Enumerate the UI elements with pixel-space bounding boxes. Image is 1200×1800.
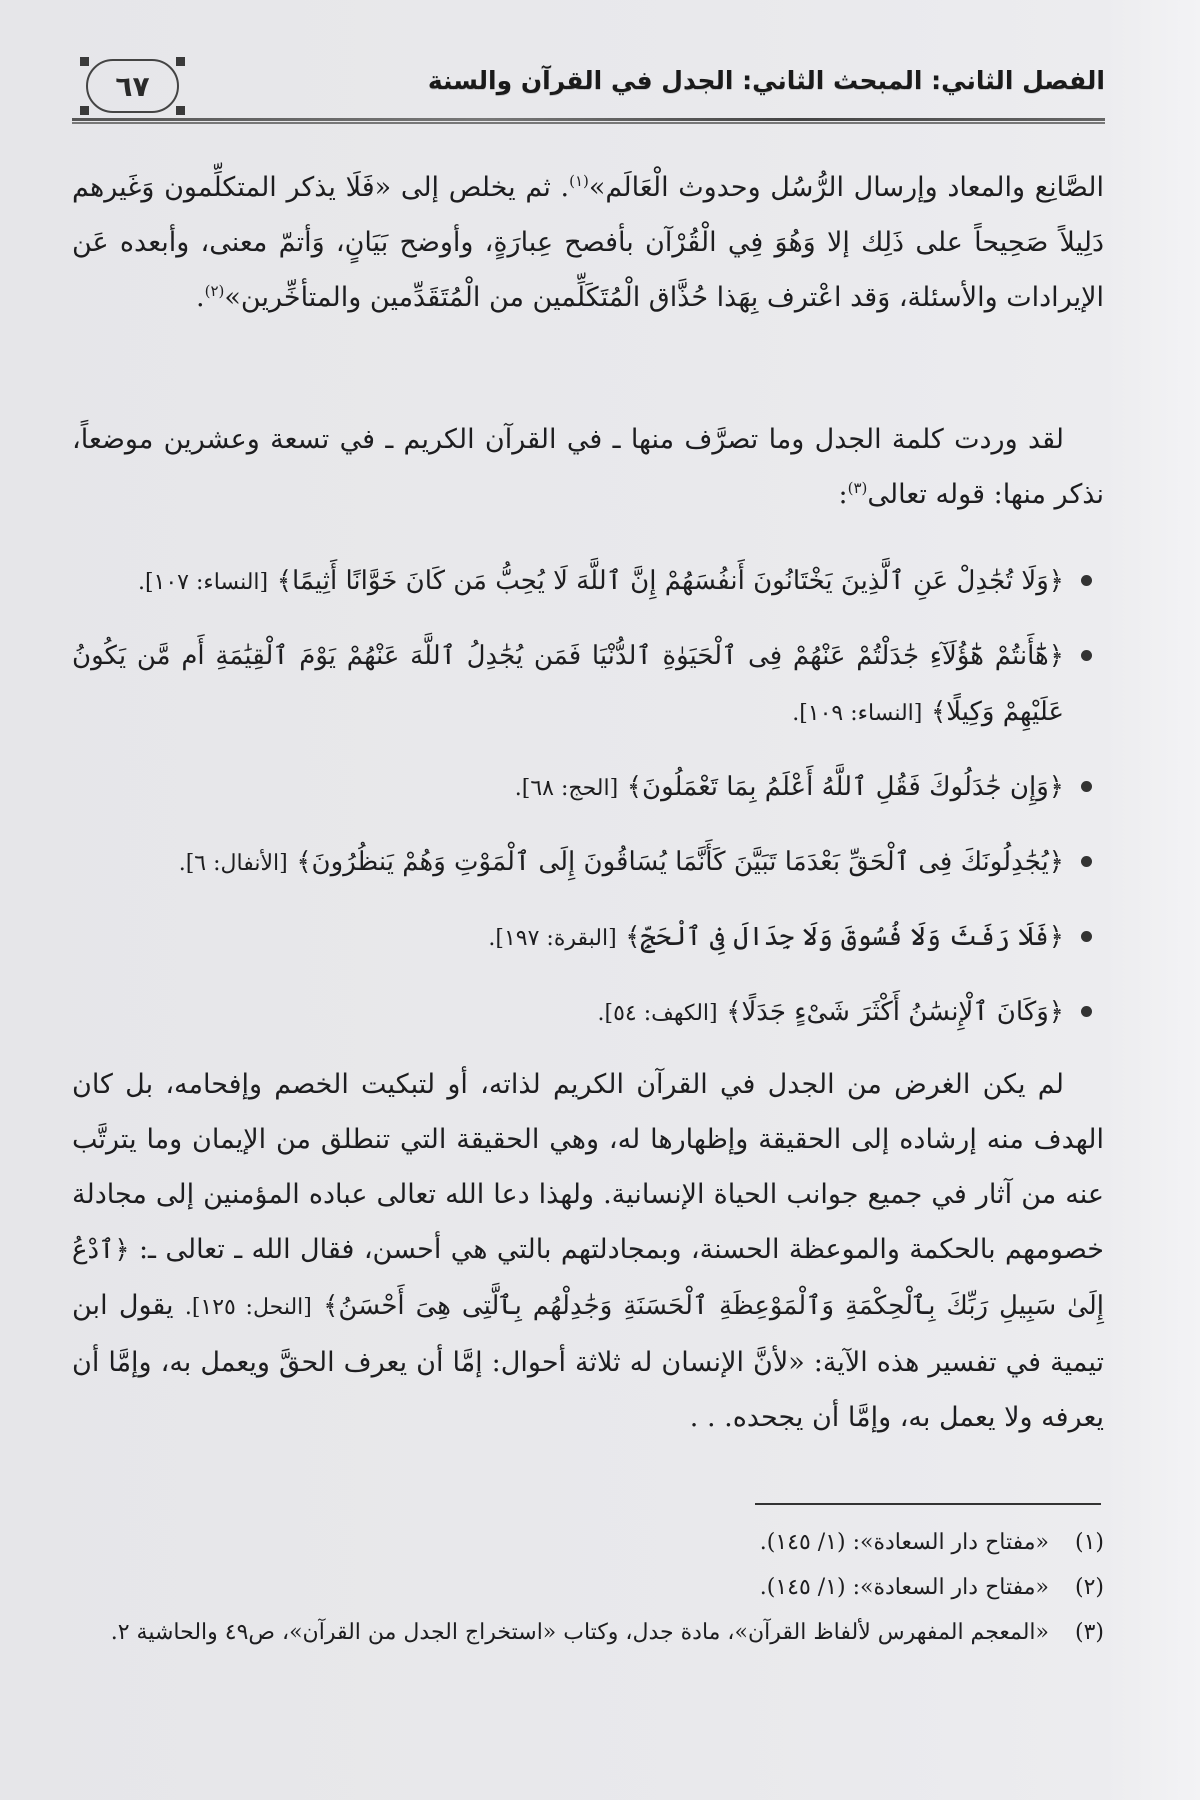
quran-verse: ﴿وَلَا تُجَٰدِلْ عَنِ ٱلَّذِينَ يَخْتَانُونَ أَنفُسَهُمْ إِنَّ ٱللَّهَ لَا يُحِبُّ مَن كَانَ خَوَّانًا أَثِيمًا﴾	[276, 566, 1064, 596]
header-divider	[72, 118, 1105, 124]
footnote-text: «مفتاح دار السعادة»: (١/ ١٤٥).	[759, 1575, 1049, 1600]
quran-verse: ﴿ٱدْعُ إِلَىٰ سَبِيلِ رَبِّكَ بِٱلْحِكْمَةِ وَٱلْمَوْعِظَةِ ٱلْحَسَنَةِ وَجَٰدِلْهُم بِٱلَّتِى هِىَ أَحْسَنُ﴾	[72, 1235, 1104, 1321]
paragraph-text: لم يكن الغرض من الجدل في القرآن الكريم لذاته، أو لتبكيت الخصم وإفحامه، بل كان الهدف منه إرشاده إلى الحقيقة وإظهارها له، وهي الحقيقة التي تنطلق من الإيمان وما يترتَّب عنه من آثار في جميع جوانب الحياة الإنسانية. ولهذا دعا الله تعالى عباده المؤمنين إلى مجادلة خصومهم بالحكمة والموعظة الحسنة، وبمجادلتهم بالتي هي أحسن، فقال الله ـ تعالى ـ:	[72, 1069, 1104, 1265]
footnote-text: «المعجم المفهرس لألفاظ القرآن»، مادة جدل، وكتاب «استخراج الجدل من القرآن»، ص٤٩ والحاشية ٢.	[110, 1620, 1049, 1645]
verse-reference: [النساء: ١٠٩].	[792, 701, 923, 726]
footnote-ref-3[interactable]: (٣)	[847, 479, 868, 497]
paragraph-1: الصَّانِع والمعاد وإرسال الرُّسُل وحدوث الْعَالَم»$^{(١)}$. ثم يخلص إلى «فَلَا يذكر المتكلِّمون وَغَيرهم دَلِيلاً صَحِيحاً على ذَلِك إلا وَهُوَ فِي الْقُرْآن بأفصح عِبارَةٍ، وأوضح بَيَانٍ، وَأتمّ معنى، وأبعده عَن الإيرادات والأسئلة، وَقد اعْترف بِهَذا حُذَّاق الْمُتَكَلِّمين من الْمُتَقَدِّمين والمتأخِّرين»$^{(٢)}$.	[72, 172, 1104, 313]
verse-item	[72, 834, 1104, 891]
paragraph-2: لقد وردت كلمة الجدل وما تصرَّف منها ـ في القرآن الكريم ـ في تسعة وعشرين موضعاً، نذكر منها: قوله تعالى$^{(٣)}$:	[72, 424, 1104, 510]
paragraph-text: يقول ابن تيمية في تفسير هذه الآية: «لأنَّ الإنسان له ثلاثة أحوال: إمَّا أن يعرف الحقَّ ويعمل به، وإمَّا أن يعرفه ولا يعمل به، وإمَّا أن يجحده. . .	[72, 1290, 1104, 1433]
bullet-icon	[1081, 781, 1092, 792]
bullet-icon	[1081, 1006, 1092, 1017]
bullet-icon	[1081, 856, 1092, 867]
verse-reference: [النحل: ١٢٥].	[184, 1295, 312, 1320]
frame-corner-icon	[80, 57, 89, 66]
running-header	[72, 52, 1105, 124]
verse-reference: [الحج: ٦٨].	[514, 776, 619, 801]
frame-corner-icon	[176, 57, 185, 66]
footnote-number: (٢)	[1074, 1575, 1104, 1600]
footnotes	[72, 1520, 1104, 1655]
verse-item	[72, 909, 1104, 966]
footnote-text: «مفتاح دار السعادة»: (١/ ١٤٥).	[759, 1530, 1049, 1555]
footnote-ref-2[interactable]: (٢)	[204, 282, 225, 300]
quran-verse: ﴿فَلَا رَفَثَ وَلَا فُسُوقَ وَلَا جِدَالَ فِى ٱلْحَجِّ﴾	[625, 922, 1064, 952]
bullet-icon	[1081, 575, 1092, 586]
verse-item	[72, 628, 1104, 741]
verse-item	[72, 984, 1104, 1041]
bullet-icon	[1081, 650, 1092, 661]
frame-corner-icon	[80, 106, 89, 115]
quran-verse: ﴿وَكَانَ ٱلْإِنسَٰنُ أَكْثَرَ شَىْءٍ جَدَلًا﴾	[726, 997, 1064, 1027]
page-number: ٦٧	[115, 69, 150, 103]
page-number-oval	[86, 59, 179, 113]
footnote-item	[72, 1610, 1104, 1655]
chapter-title: الفصل الثاني: المبحث الثاني: الجدل في القرآن والسنة	[427, 66, 1105, 95]
quran-verse: ﴿هَٰٓأَنتُمْ هَٰٓؤُلَآءِ جَٰدَلْتُمْ عَنْهُمْ فِى ٱلْحَيَوٰةِ ٱلدُّنْيَا فَمَن يُجَٰدِلُ ٱللَّهَ عَنْهُمْ يَوْمَ ٱلْقِيَٰمَةِ أَم مَّن يَكُونُ عَلَيْهِمْ وَكِيلًا﴾	[72, 641, 1064, 727]
footnote-item	[72, 1565, 1104, 1610]
verse-item	[72, 553, 1104, 610]
verse-reference: [الكهف: ٥٤].	[597, 1001, 718, 1026]
footnote-ref-1[interactable]: (١)	[569, 172, 589, 190]
quran-verse: ﴿وَإِن جَٰدَلُوكَ فَقُلِ ٱللَّهُ أَعْلَمُ بِمَا تَعْمَلُونَ﴾	[626, 772, 1064, 802]
paragraph-3	[72, 1057, 1104, 1445]
quran-verse: ﴿يُجَٰدِلُونَكَ فِى ٱلْحَقِّ بَعْدَمَا تَبَيَّنَ كَأَنَّمَا يُسَاقُونَ إِلَى ٱلْمَوْتِ وَهُمْ يَنظُرُونَ﴾	[296, 847, 1064, 877]
page-number-frame	[80, 57, 185, 115]
verse-reference: [الأنفال: ٦].	[178, 851, 288, 876]
paragraph-text: لقد وردت كلمة الجدل وما تصرَّف منها ـ في القرآن الكريم ـ في تسعة وعشرين موضعاً، نذكر منها: قوله تعالى	[72, 424, 1104, 510]
verse-list	[72, 553, 1104, 1041]
bullet-icon	[1081, 931, 1092, 942]
paragraph-text: الصَّانِع والمعاد وإرسال الرُّسُل وحدوث الْعَالَم»	[588, 172, 1104, 203]
verse-reference: [النساء: ١٠٧].	[137, 570, 269, 595]
verse-reference: [البقرة: ١٩٧].	[488, 926, 617, 951]
verse-item	[72, 759, 1104, 816]
frame-corner-icon	[176, 106, 185, 115]
paragraph-text: . ثم يخلص إلى «فَلَا يذكر المتكلِّمون وَغَيرهم دَلِيلاً صَحِيحاً على ذَلِك إلا وَهُوَ فِي الْقُرْآن بأفصح عِبارَةٍ، وأوضح بَيَانٍ، وَأتمّ معنى، وأبعده عَن الإيرادات والأسئلة، وَقد اعْترف بِهَذا حُذَّاق الْمُتَكَلِّمين من الْمُتَقَدِّمين والمتأخِّرين»	[72, 172, 1104, 313]
footnote-divider	[755, 1503, 1101, 1505]
footnote-number: (٣)	[1074, 1620, 1104, 1645]
verse-list-container	[72, 553, 1104, 1059]
footnote-item	[72, 1520, 1104, 1565]
footnote-number: (١)	[1074, 1530, 1104, 1555]
